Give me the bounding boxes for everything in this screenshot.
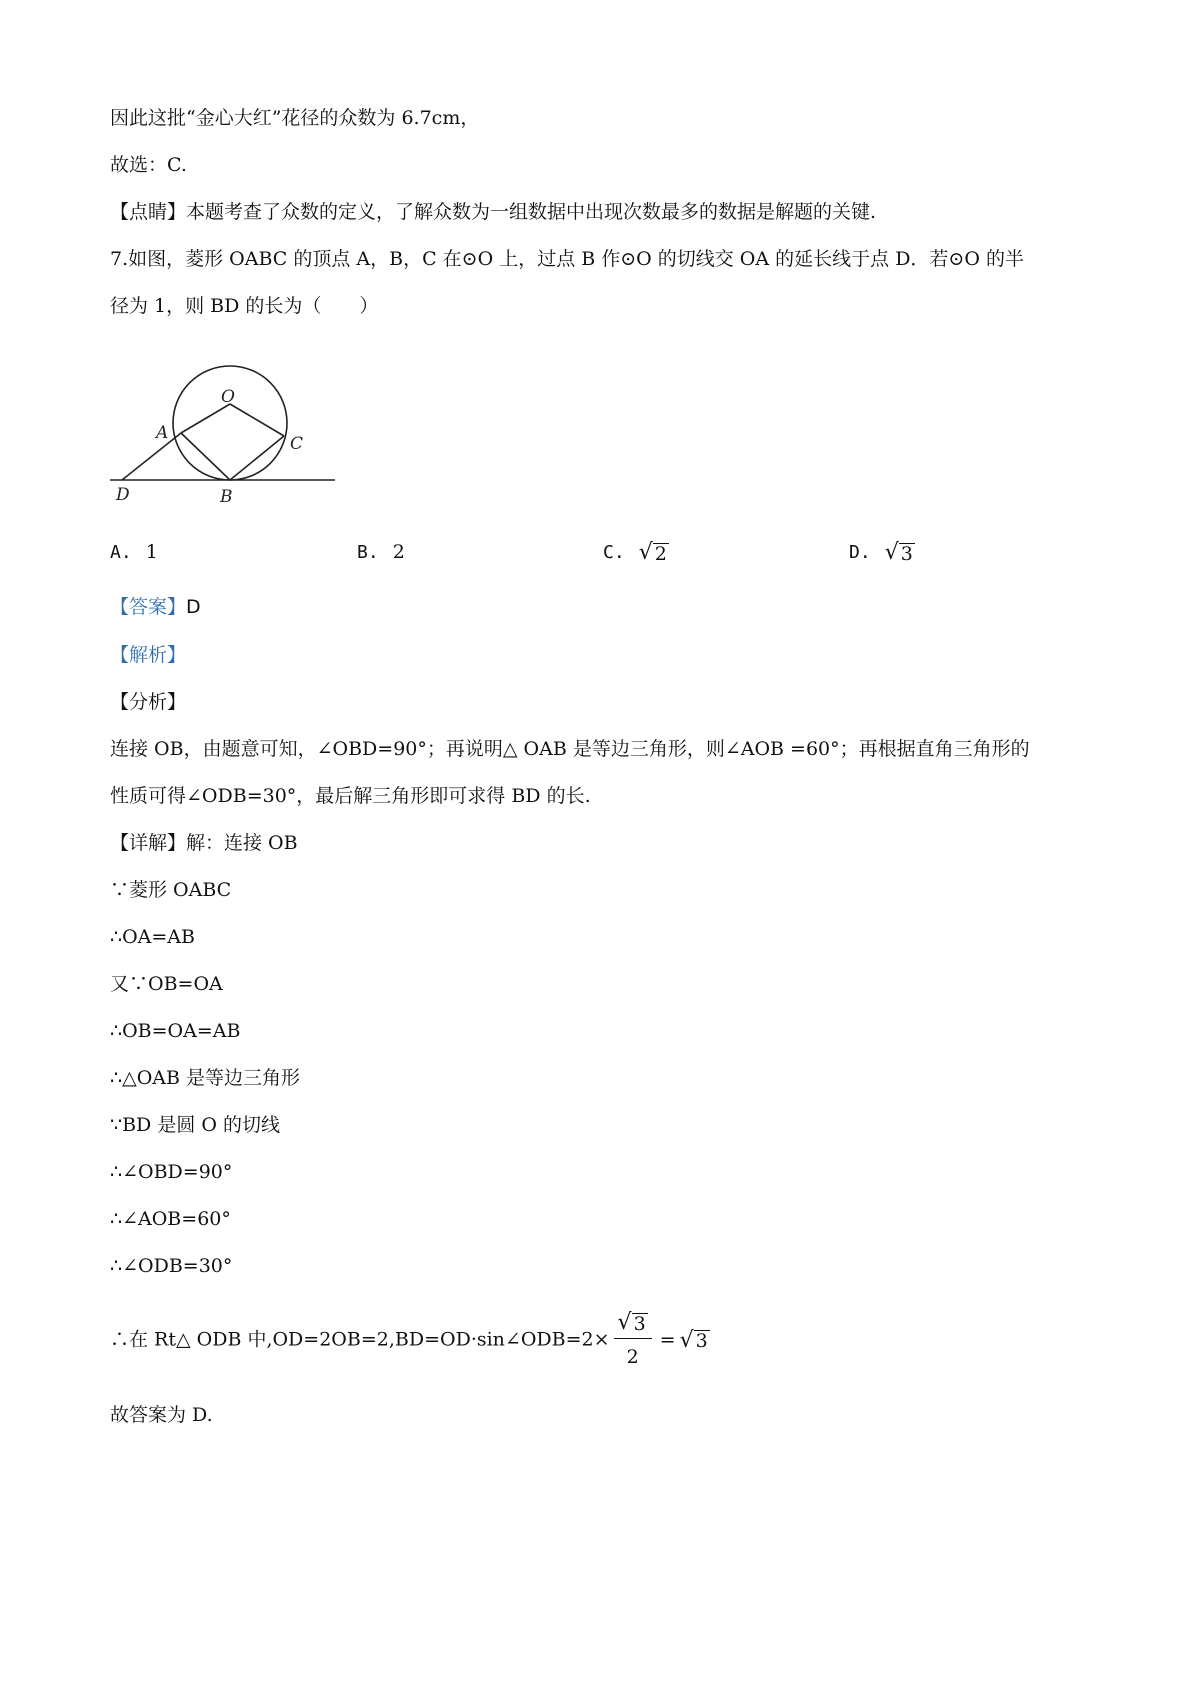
label-b: B [220,487,233,507]
question-7-line-1: 7.如图，菱形 OABC 的顶点 A，B，C 在⊙O 上，过点 B 作⊙O 的切线交 OA 的延长线于点 D．若⊙O 的半 [110,248,1024,270]
detail-step-0: 【详解】解：连接 OB [110,832,298,854]
option-d-radicand: 3 [900,542,913,565]
option-d-letter: D. [849,542,871,563]
option-a [110,540,158,565]
option-a-value: 1 [145,541,158,563]
option-b-value: 2 [392,541,405,563]
option-c-letter: C. [603,542,625,563]
detail-step-10-equals: = [659,1328,676,1351]
detail-step-2: ∴OA=AB [110,926,195,948]
detail-step-5: ∴△OAB 是等边三角形 [110,1067,301,1089]
detail-step-1: ∵菱形 OABC [110,879,232,901]
option-d-sqrt: √ 3 [884,540,913,565]
segment-oa [181,404,230,433]
answer-value: D [186,596,201,618]
detail-step-4: ∴OB=OA=AB [110,1020,241,1042]
label-c: C [290,434,304,454]
fenxi-paragraph-1: 连接 OB，由题意可知，∠OBD=90°；再说明△ OAB 是等边三角形，则∠AOB =60°；再根据直角三角形的 [110,738,1030,760]
option-d [849,540,915,565]
answer-label: 【答案】 [110,596,187,618]
label-d: D [116,485,130,505]
option-c-sqrt: √ 2 [638,540,667,565]
circle-o [173,366,287,480]
final-answer-line: 故答案为 D. [110,1404,213,1426]
option-c-radicand: 2 [654,542,667,565]
text-line-dianjing: 【点睛】本题考查了众数的定义，了解众数为一组数据中出现次数最多的数据是解题的关键. [110,201,877,223]
option-c [603,540,669,565]
label-a: A [156,423,169,443]
detail-step-3: 又∵OB=OA [110,973,223,995]
fenxi-paragraph-2: 性质可得∠ODB=30°，最后解三角形即可求得 BD 的长. [110,785,591,807]
text-line-choice: 故选：C. [110,154,187,176]
option-a-letter: A. [110,542,132,563]
segment-ab [181,433,230,480]
fraction-sqrt3-over-2: $\frac{√ 3}{2}$ [614,1308,652,1371]
question-7-line-2: 径为 1，则 BD 的长为（ ） [110,295,379,317]
detail-step-10-prefix: ∴在 Rt△ ODB 中,OD=2OB=2,BD=OD·sin∠ODB=2× [110,1328,610,1351]
result-radicand: 3 [695,1330,708,1352]
segment-ad [122,433,181,480]
segment-oc [230,404,284,436]
option-b [357,540,405,565]
detail-step-7: ∴∠OBD=90° [110,1161,233,1183]
analysis-label: 【解析】 [110,644,187,666]
label-o: O [221,387,235,407]
detail-step-9: ∴∠ODB=30° [110,1255,233,1277]
result-sqrt: √ 3 [679,1327,708,1353]
detail-step-8: ∴∠AOB=60° [110,1208,231,1230]
option-b-letter: B. [357,542,379,563]
detail-step-10 [110,1308,710,1371]
text-line-conclusion: 因此这批“金心大红”花径的众数为 6.7cm， [110,107,480,129]
geometry-figure [0,340,1200,510]
fraction-numerator-radicand: 3 [633,1312,646,1335]
fenxi-label: 【分析】 [110,691,187,713]
detail-step-6: ∵BD 是圆 O 的切线 [110,1114,280,1136]
answer-line [110,595,201,619]
fraction-denominator: 2 [626,1346,639,1368]
